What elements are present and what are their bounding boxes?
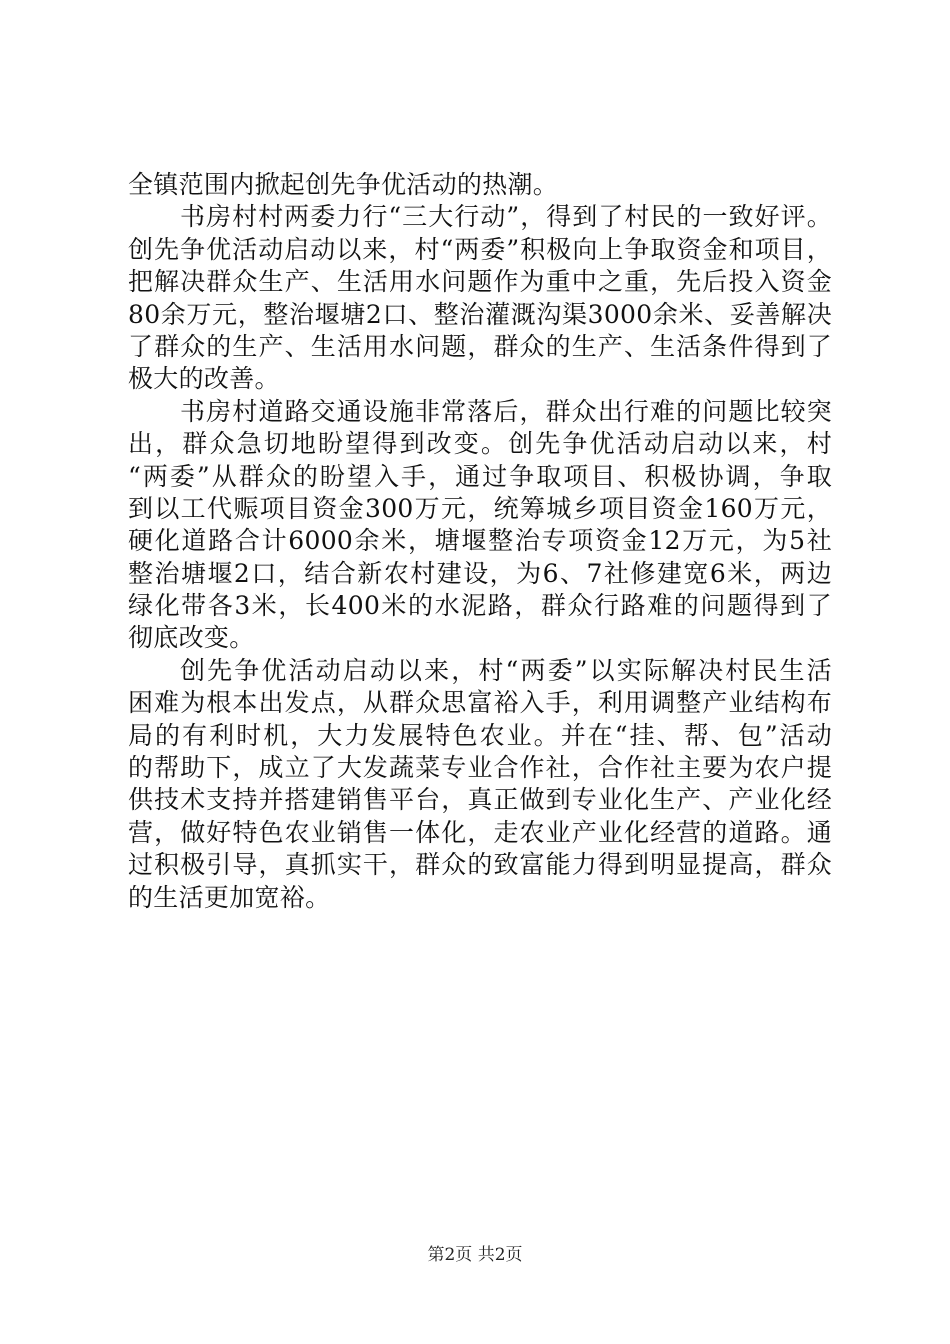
- text-line: 出，群众急切地盼望得到改变。创先争优活动启动以来，村: [128, 429, 832, 459]
- text-line: 的帮助下，成立了大发蔬菜专业合作社，合作社主要为农户提: [128, 753, 832, 783]
- text-line: 的生活更加宽裕。: [128, 882, 331, 912]
- text-line: 营，做好特色农业销售一体化，走农业产业化经营的道路。通: [128, 817, 832, 847]
- text-line: “两委”从群众的盼望入手，通过争取项目、积极协调，争取: [128, 461, 832, 491]
- document-body: [128, 169, 832, 914]
- text-line: 整治塘堰2口，结合新农村建设，为6、7社修建宽6米，两边: [128, 558, 832, 588]
- text-line: 局的有利时机，大力发展特色农业。并在“挂、帮、包”活动: [128, 720, 832, 750]
- text-line: 彻底改变。: [128, 623, 255, 653]
- text-line: 书房村村两委力行“三大行动”，得到了村民的一致好评。: [180, 202, 832, 232]
- text-line: 供技术支持并搭建销售平台，真正做到专业化生产、产业化经: [128, 785, 832, 815]
- text-line: 全镇范围内掀起创先争优活动的热潮。: [128, 170, 559, 199]
- text-line: 极大的改善。: [128, 364, 280, 394]
- text-line: 硬化道路合计6000余米，塘堰整治专项资金12万元，为5社: [128, 526, 832, 556]
- text-line: 创先争优活动启动以来，村“两委”积极向上争取资金和项目，: [128, 234, 832, 264]
- text-line: 绿化带各3米，长400米的水泥路，群众行路难的问题得到了: [128, 591, 832, 621]
- text-line: 把解决群众生产、生活用水问题作为重中之重，先后投入资金: [128, 267, 832, 297]
- text-line: 过积极引导，真抓实干，群众的致富能力得到明显提高，群众: [128, 850, 832, 880]
- text-line: 了群众的生产、生活用水问题，群众的生产、生活条件得到了: [128, 331, 832, 361]
- text-line: 困难为根本出发点，从群众思富裕入手，利用调整产业结构布: [128, 688, 832, 718]
- text-line: 到以工代赈项目资金300万元，统筹城乡项目资金160万元，: [128, 493, 832, 523]
- text-line: 书房村道路交通设施非常落后，群众出行难的问题比较突: [180, 396, 832, 426]
- text-line: 80余万元，整治堰塘2口、整治灌溉沟渠3000余米、妥善解决: [128, 299, 832, 329]
- page-footer: 第2页 共2页: [427, 1245, 523, 1265]
- text-line: 创先争优活动启动以来，村“两委”以实际解决村民生活: [180, 655, 832, 685]
